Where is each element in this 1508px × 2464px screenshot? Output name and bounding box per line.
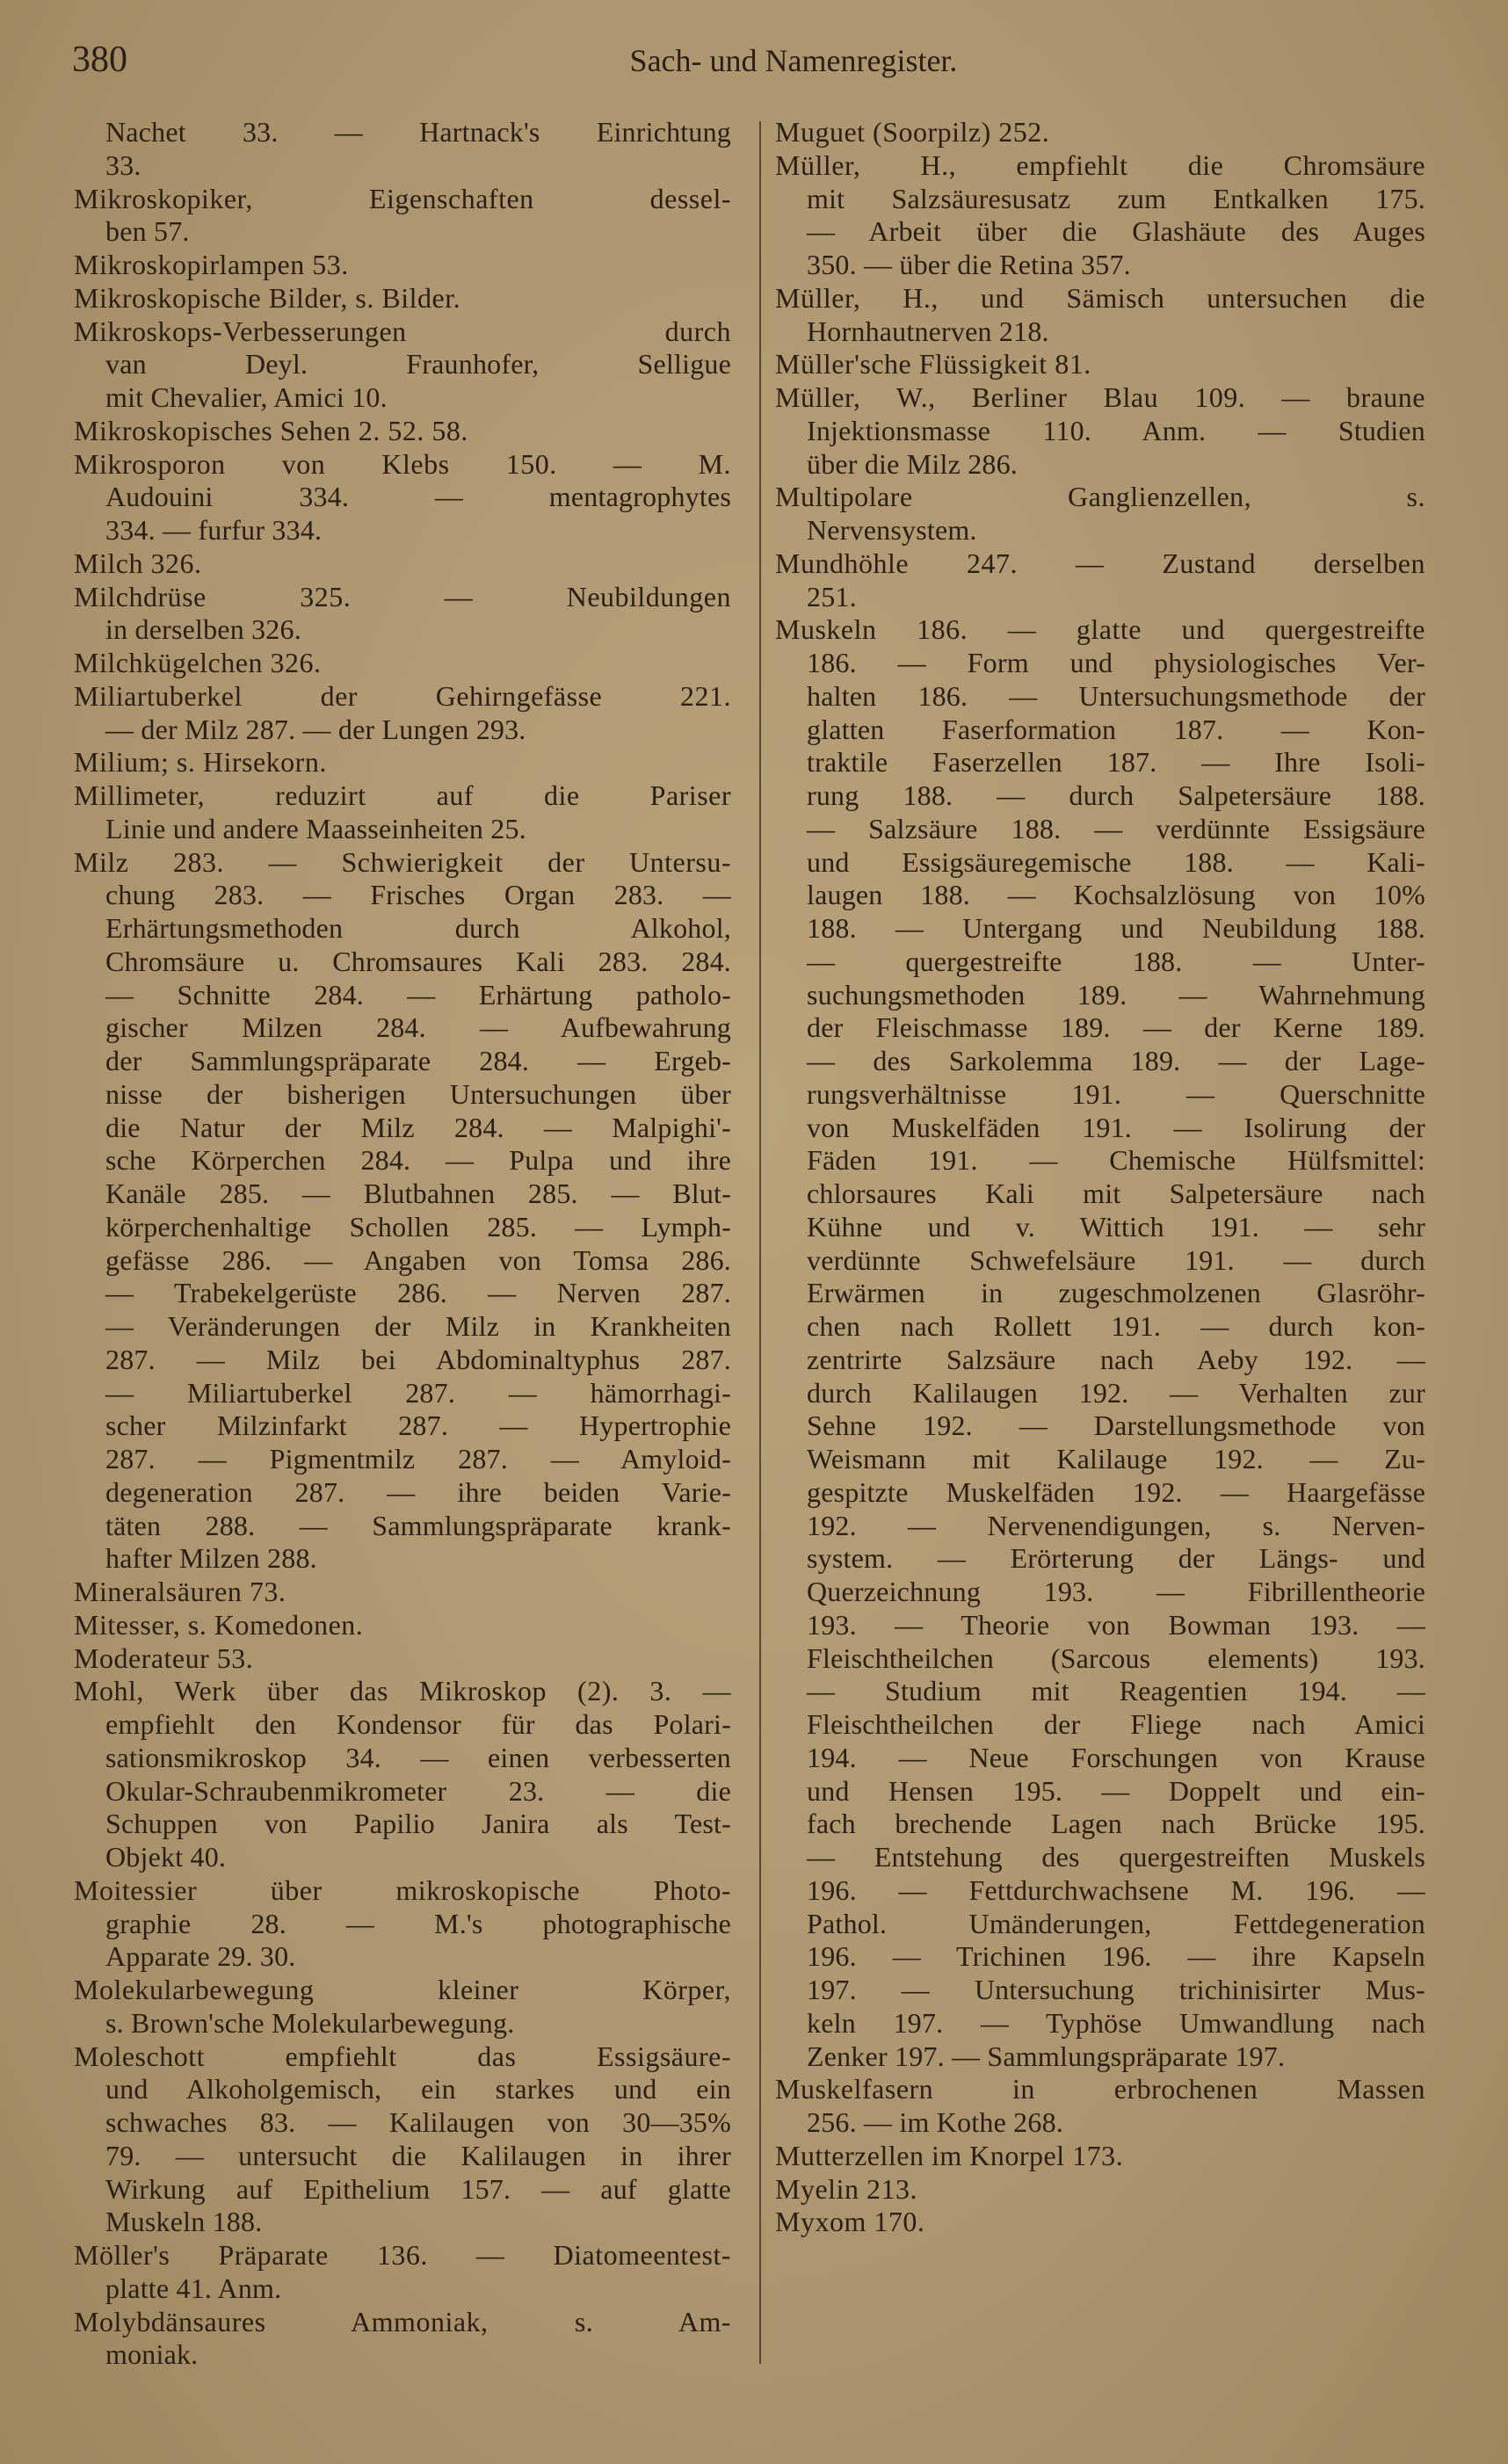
index-entry xyxy=(74,647,731,680)
index-entry xyxy=(74,547,731,581)
index-entry-line: Linie und andere Maasseinheiten 25. xyxy=(105,812,526,844)
index-entry-headline: Müller, H., und Sämisch untersuchen die xyxy=(775,281,1425,314)
index-entry-line: sationsmikroskop 34. — einen verbesserten xyxy=(105,1741,731,1773)
index-entry xyxy=(74,680,731,747)
index-entry xyxy=(74,581,731,648)
index-entry-line: Hornhautnerven 218. xyxy=(807,315,1049,347)
index-entry xyxy=(74,315,731,415)
index-entry-line: Wirkung auf Epithelium 157. — auf glatte xyxy=(105,2172,731,2205)
index-entry-line: Okular-Schraubenmikrometer 23. — die xyxy=(105,1774,731,1807)
page-number: 380 xyxy=(72,40,127,80)
index-entry xyxy=(775,2140,1425,2173)
index-entry-line: Fäden 191. — Chemische Hülfsmittel: xyxy=(807,1144,1425,1177)
index-entry-line: 194. — Neue Forschungen von Krause xyxy=(807,1741,1425,1773)
column-divider xyxy=(759,121,761,2364)
index-entry-headline: Myxom 170. xyxy=(775,2206,925,2238)
index-entry-line: Weismann mit Kalilauge 192. — Zu- xyxy=(807,1443,1425,1475)
index-entry xyxy=(74,2239,731,2306)
index-entry-line: hafter Milzen 288. xyxy=(105,1542,317,1575)
index-entry-line: verdünnte Schwefelsäure 191. — durch xyxy=(807,1243,1425,1276)
index-entry xyxy=(74,2040,731,2240)
index-entry-headline: Mikroskopische Bilder, s. Bilder. xyxy=(74,281,461,314)
index-entry-line: von Muskelfäden 191. — Isolirung der xyxy=(807,1111,1425,1143)
index-entry-line: täten 288. — Sammlungspräparate krank- xyxy=(105,1509,731,1541)
index-entry-line: system. — Erörterung der Längs- und xyxy=(807,1542,1425,1575)
index-entry-line: ben 57. xyxy=(105,215,190,248)
index-entry xyxy=(775,2173,1425,2207)
index-entry xyxy=(775,282,1425,349)
index-entry-line: 197. — Untersuchung trichinisirter Mus- xyxy=(807,1974,1425,2005)
index-entry-headline: Muguet (Soorpilz) 252. xyxy=(775,116,1050,148)
index-column-right xyxy=(775,116,1425,2239)
index-entry-headline: Milchdrüse 325. — Neubildungen xyxy=(74,580,731,612)
index-entry-headline: Millimeter, reduzirt auf die Pariser xyxy=(74,779,731,811)
index-entry-line: und Alkoholgemisch, ein starkes und ein xyxy=(105,2073,731,2105)
index-entry-line: Schuppen von Papilio Janira als Test- xyxy=(105,1808,731,1840)
index-entry-line: — Miliartuberkel 287. — hämorrhagi- xyxy=(105,1376,731,1409)
index-entry-line: chlorsaures Kali mit Salpetersäure nach xyxy=(807,1178,1425,1209)
index-entry xyxy=(74,846,731,1576)
index-entry xyxy=(74,1675,731,1874)
index-entry-line: Erhärtungsmethoden durch Alkohol, xyxy=(105,912,731,944)
index-entry xyxy=(775,613,1425,2073)
index-entry-line: Pathol. Umänderungen, Fettdegeneration xyxy=(807,1907,1425,1939)
index-entry-line: und Hensen 195. — Doppelt und ein- xyxy=(807,1774,1425,1807)
index-entry-line: 79. — untersucht die Kalilaugen in ihrer xyxy=(105,2139,731,2171)
index-entry-line: empfiehlt den Kondensor für das Polari- xyxy=(105,1708,731,1740)
index-entry xyxy=(775,381,1425,481)
index-entry-headline: Mikrosporon von Klebs 150. — M. xyxy=(74,447,731,480)
index-entry-headline: Müller'sche Flüssigkeit 81. xyxy=(775,348,1091,380)
index-entry-line: — Veränderungen der Milz in Krankheiten xyxy=(105,1310,731,1342)
index-entry-line: und Essigsäuregemische 188. — Kali- xyxy=(807,845,1425,878)
index-entry-headline: Müller, H., empfiehlt die Chromsäure xyxy=(775,149,1425,181)
index-entry-line: durch Kalilaugen 192. — Verhalten zur xyxy=(807,1376,1425,1409)
index-entry-line: glatten Faserformation 187. — Kon- xyxy=(807,713,1425,745)
index-entry xyxy=(74,249,731,282)
index-entry-line: Erwärmen in zugeschmolzenen Glasröhr- xyxy=(807,1277,1425,1309)
index-entry xyxy=(74,779,731,846)
index-entry-line: 350. — über die Retina 357. xyxy=(807,249,1131,280)
index-entry-line: Querzeichnung 193. — Fibrillentheorie xyxy=(807,1576,1425,1607)
index-entry-headline: Miliartuberkel der Gehirngefässe 221. xyxy=(74,679,731,712)
index-entry-headline: Mundhöhle 247. — Zustand derselben xyxy=(775,547,1425,579)
index-entry-line: 251. xyxy=(807,580,857,612)
index-entry xyxy=(775,348,1425,381)
index-entry-line: Injektionsmasse 110. Anm. — Studien xyxy=(807,414,1425,446)
index-entry-line: Kanäle 285. — Blutbahnen 285. — Blut- xyxy=(105,1178,731,1209)
index-entry-headline: Multipolare Ganglienzellen, s. xyxy=(775,481,1425,513)
index-entry-line: gespitzte Muskelfäden 192. — Haargefässe xyxy=(807,1475,1425,1508)
index-entry-line: schwaches 83. — Kalilaugen von 30—35% xyxy=(105,2106,731,2138)
index-entry xyxy=(74,1974,731,2040)
index-entry xyxy=(74,1576,731,1609)
index-entry-line: Muskeln 188. xyxy=(105,2206,263,2238)
index-entry-headline: Myelin 213. xyxy=(775,2172,917,2205)
index-entry-headline: Muskelfasern in erbrochenen Massen xyxy=(775,2073,1425,2105)
index-entry-line: — des Sarkolemma 189. — der Lage- xyxy=(807,1045,1425,1076)
index-entry-headline: Milium; s. Hirsekorn. xyxy=(74,746,327,779)
index-entry xyxy=(74,448,731,547)
index-entry-line: graphie 28. — M.'s photographische xyxy=(105,1907,731,1939)
index-entry-line: Audouini 334. — mentagrophytes xyxy=(105,481,731,513)
index-entry-line: platte 41. Anm. xyxy=(105,2272,282,2304)
index-entry-line: — der Milz 287. — der Lungen 293. xyxy=(105,713,526,745)
index-entry-line: chen nach Rollett 191. — durch kon- xyxy=(807,1310,1425,1342)
index-entry-headline: Mikroskops-Verbesserungen durch xyxy=(74,315,731,347)
index-entry-line: — Schnitte 284. — Erhärtung patholo- xyxy=(105,978,731,1011)
index-entry-line: 196. — Trichinen 196. — ihre Kapseln xyxy=(807,1940,1425,1973)
index-entry-line: 193. — Theorie von Bowman 193. — xyxy=(807,1608,1425,1641)
index-entry-line: 192. — Nervenendigungen, s. Nerven- xyxy=(807,1509,1425,1541)
index-entry xyxy=(775,149,1425,282)
index-entry-headline: Muskeln 186. — glatte und quergestreifte xyxy=(775,613,1425,646)
index-entry-headline: Molybdänsaures Ammoniak, s. Am- xyxy=(74,2305,731,2337)
index-entry-line: — Arbeit über die Glashäute des Auges xyxy=(807,215,1425,248)
index-entry-headline: Mikroskopisches Sehen 2. 52. 58. xyxy=(74,414,468,446)
index-entry xyxy=(74,1609,731,1642)
index-entry-line: — Salzsäure 188. — verdünnte Essigsäure xyxy=(807,812,1425,844)
index-entry-line: — Entstehung des quergestreiften Muskels xyxy=(807,1841,1425,1873)
index-entry-line: 196. — Fettdurchwachsene M. 196. — xyxy=(807,1873,1425,1906)
index-entry-line: s. Brown'sche Molekularbewegung. xyxy=(105,2006,515,2039)
index-entry-headline: Mikroskopirlampen 53. xyxy=(74,249,349,280)
index-entry xyxy=(775,2073,1425,2140)
index-entry-headline: Moitessier über mikroskopische Photo- xyxy=(74,1873,731,1906)
index-entry-line: Zenker 197. — Sammlungspräparate 197. xyxy=(807,2040,1286,2072)
index-entry xyxy=(775,2206,1425,2239)
index-entry-headline: Milch 326. xyxy=(74,547,202,579)
index-entry-line: fach brechende Lagen nach Brücke 195. xyxy=(807,1808,1425,1840)
index-entry xyxy=(74,282,731,315)
index-entry xyxy=(775,481,1425,547)
index-entry-line: zentrirte Salzsäure nach Aeby 192. — xyxy=(807,1343,1425,1375)
index-entry-line: suchungsmethoden 189. — Wahrnehmung xyxy=(807,978,1425,1011)
index-entry-line: Fleischtheilchen (Sarcous elements) 193. xyxy=(807,1641,1425,1674)
index-entry-line: gefässe 286. — Angaben von Tomsa 286. xyxy=(105,1243,731,1276)
index-entry-line: 287. — Pigmentmilz 287. — Amyloid- xyxy=(105,1443,731,1475)
index-column-left xyxy=(74,116,731,2372)
index-entry-line: keln 197. — Typhöse Umwandlung nach xyxy=(807,2006,1425,2039)
index-entry-headline: Mitesser, s. Komedonen. xyxy=(74,1608,364,1641)
index-entry-line: Fleischtheilchen der Fliege nach Amici xyxy=(807,1708,1425,1740)
index-entry-headline: Molekularbewegung kleiner Körper, xyxy=(74,1974,731,2005)
index-entry-headline: Mikroskopiker, Eigenschaften dessel- xyxy=(74,182,731,214)
index-entry-line: mit Chevalier, Amici 10. xyxy=(105,381,388,413)
index-entry xyxy=(74,1642,731,1676)
index-entry-line: Kühne und v. Wittich 191. — sehr xyxy=(807,1210,1425,1243)
index-entry-line: — quergestreifte 188. — Unter- xyxy=(807,945,1425,977)
index-entry-line: moniak. xyxy=(105,2338,199,2371)
index-entry-line: der Sammlungspräparate 284. — Ergeb- xyxy=(105,1045,731,1076)
index-entry-line: nisse der bisherigen Untersuchungen über xyxy=(105,1077,731,1110)
index-entry-line: gischer Milzen 284. — Aufbewahrung xyxy=(105,1011,731,1044)
index-entry-line: laugen 188. — Kochsalzlösung von 10% xyxy=(807,879,1425,911)
index-entry-line: Sehne 192. — Darstellungsmethode von xyxy=(807,1410,1425,1442)
index-entry-line: in derselben 326. xyxy=(105,613,301,646)
index-entry-line: Nervensystem. xyxy=(807,514,977,546)
index-entry-line: degeneration 287. — ihre beiden Varie- xyxy=(105,1475,731,1508)
index-entry-line: — Trabekelgerüste 286. — Nerven 287. xyxy=(105,1277,731,1309)
index-entry-line: körperchenhaltige Schollen 285. — Lymph- xyxy=(105,1210,731,1243)
index-entry-line: 256. — im Kothe 268. xyxy=(807,2106,1063,2138)
index-entry-line: 188. — Untergang und Neubildung 188. xyxy=(807,912,1425,944)
index-entry-line: 33. xyxy=(105,149,141,181)
index-entry-line: Objekt 40. xyxy=(105,1841,227,1873)
index-entry xyxy=(74,746,731,779)
index-entry-line: mit Salzsäuresusatz zum Entkalken 175. xyxy=(807,182,1425,214)
index-entry-line: — Studium mit Reagentien 194. — xyxy=(807,1675,1425,1707)
index-entry-headline: Möller's Präparate 136. — Diatomeentest- xyxy=(74,2239,731,2271)
index-entry-line: rungsverhältnisse 191. — Querschnitte xyxy=(807,1077,1425,1110)
index-entry xyxy=(74,415,731,448)
index-entry-line: Apparate 29. 30. xyxy=(105,1940,296,1973)
index-entry xyxy=(775,547,1425,614)
index-entry-line: van Deyl. Fraunhofer, Selligue xyxy=(105,348,731,380)
index-entry-line: Chromsäure u. Chromsaures Kali 283. 284. xyxy=(105,945,731,977)
index-entry-line: über die Milz 286. xyxy=(807,447,1018,480)
index-entry xyxy=(74,183,731,250)
index-entry-line: 186. — Form und physiologisches Ver- xyxy=(807,647,1425,678)
index-entry-line: halten 186. — Untersuchungsmethode der xyxy=(807,679,1425,712)
index-entry xyxy=(74,116,731,183)
index-entry-headline: Nachet 33. — Hartnack's Einrichtung xyxy=(105,116,731,148)
index-entry-headline: Mutterzellen im Knorpel 173. xyxy=(775,2139,1124,2171)
index-entry-headline: Müller, W., Berliner Blau 109. — braune xyxy=(775,381,1425,413)
page-title: Sach- und Namenregister. xyxy=(629,43,958,78)
index-entry xyxy=(74,1874,731,1974)
index-entry-line: chung 283. — Frisches Organ 283. — xyxy=(105,879,731,911)
index-entry-line: der Fleischmasse 189. — der Kerne 189. xyxy=(807,1011,1425,1044)
index-entry-headline: Mohl, Werk über das Mikroskop (2). 3. — xyxy=(74,1675,731,1707)
index-entry-headline: Moleschott empfiehlt das Essigsäure- xyxy=(74,2040,731,2072)
index-entry-line: sche Körperchen 284. — Pulpa und ihre xyxy=(105,1144,731,1177)
index-entry-line: scher Milzinfarkt 287. — Hypertrophie xyxy=(105,1410,731,1442)
index-entry-line: rung 188. — durch Salpetersäure 188. xyxy=(807,779,1425,811)
index-entry-line: 287. — Milz bei Abdominaltyphus 287. xyxy=(105,1343,731,1375)
index-entry-headline: Moderateur 53. xyxy=(74,1641,254,1674)
index-entry-line: 334. — furfur 334. xyxy=(105,514,323,546)
index-entry-headline: Milz 283. — Schwierigkeit der Untersu- xyxy=(74,845,731,878)
index-entry-headline: Milchkügelchen 326. xyxy=(74,647,322,678)
index-entry xyxy=(74,2306,731,2373)
index-entry-line: traktile Faserzellen 187. — Ihre Isoli- xyxy=(807,746,1425,779)
index-entry-headline: Mineralsäuren 73. xyxy=(74,1576,286,1607)
index-entry-line: die Natur der Milz 284. — Malpighi'- xyxy=(105,1111,731,1143)
index-entry xyxy=(775,116,1425,149)
